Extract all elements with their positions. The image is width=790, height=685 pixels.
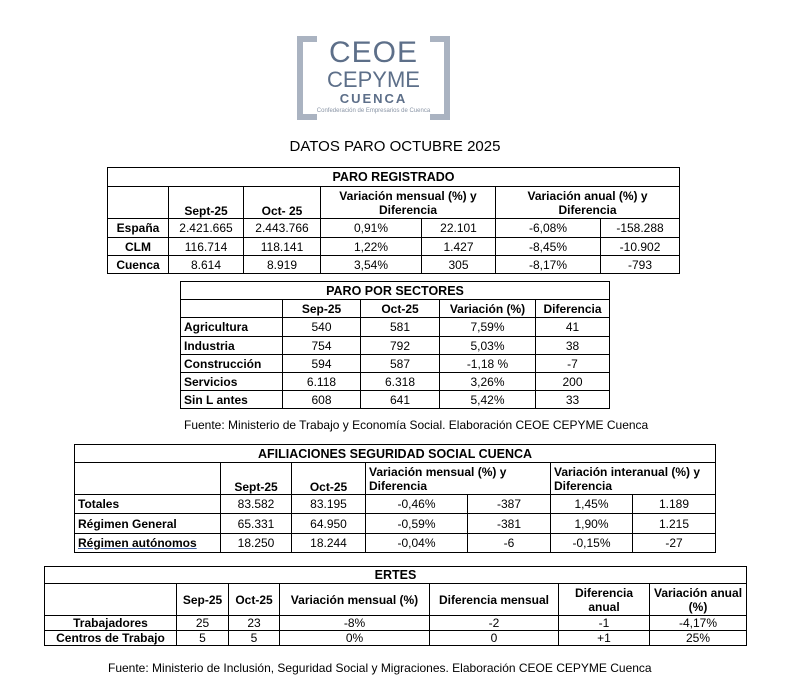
- cell: 3,54%: [321, 256, 422, 274]
- table-row: [181, 391, 610, 409]
- cell: 5: [229, 631, 280, 646]
- table-row: [75, 495, 716, 514]
- cell: -381: [468, 514, 551, 534]
- ertes-table: [44, 566, 747, 646]
- cell: 23: [229, 616, 280, 631]
- cell: 8.614: [169, 256, 244, 274]
- source-note-1: Fuente: Ministerio de Trabajo y Economía Social. Elaboración CEOE CEPYME Cuenca: [184, 418, 649, 432]
- table-row: [75, 534, 716, 553]
- logo-line2: CEPYME: [327, 67, 420, 92]
- col-header: Diferencia anual: [559, 584, 650, 616]
- table-row: [181, 355, 610, 373]
- col-header: Variación (%): [440, 300, 536, 318]
- cell: 5: [177, 631, 229, 646]
- cell: 200: [536, 373, 610, 391]
- cell: 6.118: [283, 373, 361, 391]
- cell: 0,91%: [321, 219, 422, 238]
- cell: 64.950: [292, 514, 366, 534]
- table-row: [75, 514, 716, 534]
- cell: -0,04%: [366, 534, 468, 553]
- cell: 0%: [280, 631, 430, 646]
- cell: -6: [468, 534, 551, 553]
- col-header: Sept-25: [169, 187, 244, 219]
- row-label: CLM: [108, 238, 169, 256]
- document-title: DATOS PARO OCTUBRE 2025: [289, 138, 501, 155]
- col-header: Oct-25: [292, 463, 366, 495]
- col-header: Oct- 25: [244, 187, 321, 219]
- cell: 540: [283, 318, 361, 337]
- cell: 8.919: [244, 256, 321, 274]
- col-header: Variación mensual (%): [280, 584, 430, 616]
- cell: -6,08%: [496, 219, 601, 238]
- row-label: Industria: [181, 337, 283, 355]
- source-note-2: Fuente: Ministerio de Inclusión, Seguridad Social y Migraciones. Elaboración CEOE CEPYME Cuenca: [108, 661, 652, 675]
- cell: 305: [422, 256, 496, 274]
- cell: 641: [361, 391, 440, 409]
- cell: 1.215: [633, 514, 716, 534]
- cell: 116.714: [169, 238, 244, 256]
- cell: 581: [361, 318, 440, 337]
- row-label: Centros de Trabajo: [45, 631, 177, 646]
- cell: 6.318: [361, 373, 440, 391]
- row-label: Cuenca: [108, 256, 169, 274]
- col-header: Diferencia: [536, 300, 610, 318]
- cell: 83.582: [221, 495, 292, 514]
- row-label: Servicios: [181, 373, 283, 391]
- cell: -8%: [280, 616, 430, 631]
- cell: 65.331: [221, 514, 292, 534]
- table-title: PARO POR SECTORES: [181, 282, 610, 300]
- cell: 1,45%: [551, 495, 633, 514]
- row-label: España: [108, 219, 169, 238]
- cell: -158.288: [601, 219, 680, 238]
- cell: -10.902: [601, 238, 680, 256]
- corner-cell: [45, 584, 177, 616]
- row-label: Sin L antes: [181, 391, 283, 409]
- row-label: Totales: [75, 495, 221, 514]
- table-row: [181, 318, 610, 337]
- cell: 25%: [650, 631, 747, 646]
- cell: -387: [468, 495, 551, 514]
- row-label: Régimen General: [75, 514, 221, 534]
- col-header: Diferencia mensual: [430, 584, 559, 616]
- cell: 22.101: [422, 219, 496, 238]
- table-row: [45, 616, 747, 631]
- cell: 33: [536, 391, 610, 409]
- row-label: Trabajadores: [45, 616, 177, 631]
- cell: 18.244: [292, 534, 366, 553]
- cell: 1,22%: [321, 238, 422, 256]
- logo-line1: CEOE: [328, 36, 419, 69]
- cell: -0,59%: [366, 514, 468, 534]
- row-label: Régimen autónomos: [75, 534, 221, 553]
- cell: 2.443.766: [244, 219, 321, 238]
- cell: 608: [283, 391, 361, 409]
- cell: -1: [559, 616, 650, 631]
- corner-cell: [181, 300, 283, 318]
- cell: -4,17%: [650, 616, 747, 631]
- paro-sectores-table: [180, 281, 610, 409]
- cell: 5,42%: [440, 391, 536, 409]
- afiliaciones-table: [74, 444, 716, 553]
- cell: 38: [536, 337, 610, 355]
- table-title: ERTES: [45, 567, 747, 584]
- col-header: Sep-25: [177, 584, 229, 616]
- cell: 41: [536, 318, 610, 337]
- cell: 0: [430, 631, 559, 646]
- cell: -2: [430, 616, 559, 631]
- col-header: Sept-25: [221, 463, 292, 495]
- table-row: [108, 238, 680, 256]
- cell: 792: [361, 337, 440, 355]
- logo-line3: CUENCA: [339, 91, 408, 106]
- row-label: Construcción: [181, 355, 283, 373]
- cell: -0,15%: [551, 534, 633, 553]
- cell: -8,45%: [496, 238, 601, 256]
- cell: -1,18 %: [440, 355, 536, 373]
- cell: 754: [283, 337, 361, 355]
- table-row: [108, 256, 680, 274]
- cell: +1: [559, 631, 650, 646]
- col-header: Oct-25: [229, 584, 280, 616]
- cell: -8,17%: [496, 256, 601, 274]
- cell: 594: [283, 355, 361, 373]
- cell: 18.250: [221, 534, 292, 553]
- cell: 25: [177, 616, 229, 631]
- col-header: Variación mensual (%) y Diferencia: [321, 187, 496, 219]
- table-title: AFILIACIONES SEGURIDAD SOCIAL CUENCA: [75, 445, 716, 463]
- cell: 3,26%: [440, 373, 536, 391]
- corner-cell: [108, 187, 169, 219]
- cell: 5,03%: [440, 337, 536, 355]
- col-header: Sep-25: [283, 300, 361, 318]
- table-title: PARO REGISTRADO: [108, 168, 680, 187]
- col-header: Oct-25: [361, 300, 440, 318]
- cell: 118.141: [244, 238, 321, 256]
- cell: 83.195: [292, 495, 366, 514]
- col-header: Variación mensual (%) y Diferencia: [366, 463, 551, 495]
- cell: 2.421.665: [169, 219, 244, 238]
- table-row: [181, 373, 610, 391]
- paro-registrado-table: [107, 167, 680, 274]
- table-row: [45, 631, 747, 646]
- corner-cell: [75, 463, 221, 495]
- cell: 7,59%: [440, 318, 536, 337]
- cell: 1.427: [422, 238, 496, 256]
- table-row: [108, 219, 680, 238]
- cell: -7: [536, 355, 610, 373]
- cell: -793: [601, 256, 680, 274]
- ceoe-cepyme-logo: [297, 36, 450, 116]
- logo-tagline: Confederación de Empresarios de Cuenca: [316, 108, 431, 114]
- cell: -27: [633, 534, 716, 553]
- col-header: Variación anual (%): [650, 584, 747, 616]
- col-header: Variación interanual (%) y Diferencia: [551, 463, 716, 495]
- row-label: Agricultura: [181, 318, 283, 337]
- col-header: Variación anual (%) y Diferencia: [496, 187, 680, 219]
- cell: -0,46%: [366, 495, 468, 514]
- cell: 1,90%: [551, 514, 633, 534]
- table-row: [181, 337, 610, 355]
- cell: 587: [361, 355, 440, 373]
- cell: 1.189: [633, 495, 716, 514]
